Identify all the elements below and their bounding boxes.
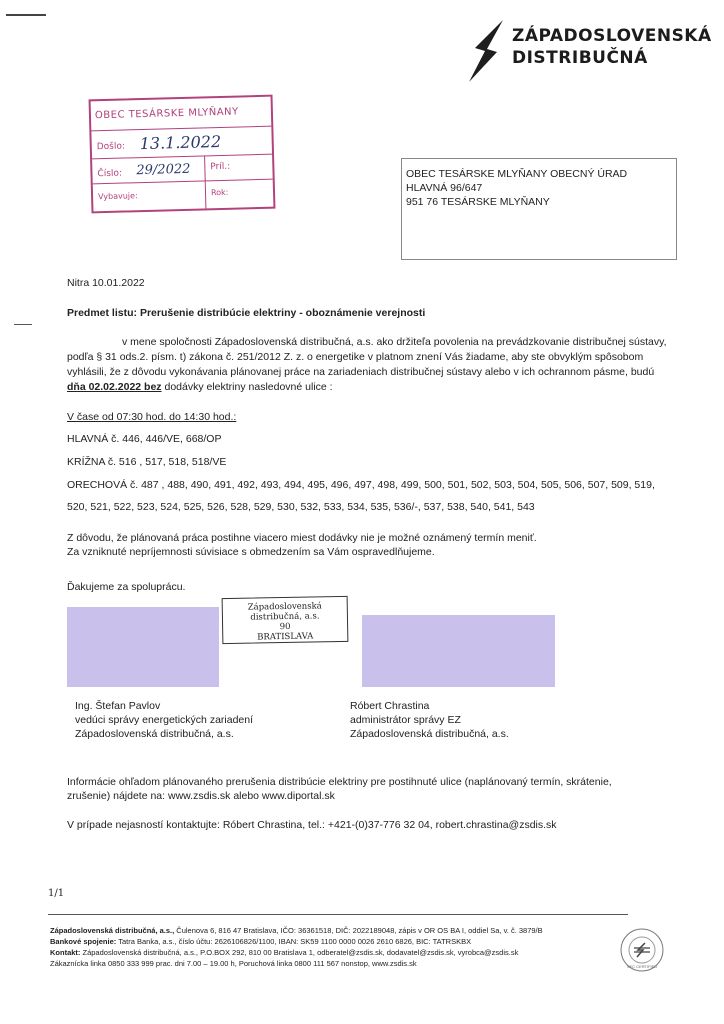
paragraph1-line3: vyhlásili, že z dôvodu vykonávania plánovanej práce na zariadeniach distribučnej sústavy alebo v ich ochrannom pásme, budú xyxy=(67,366,655,378)
subject xyxy=(67,306,425,320)
footer-line3 xyxy=(50,947,543,958)
stamp-title: OBEC TESÁRSKE MLYŇANY xyxy=(94,106,239,122)
paragraph1-line1: v mene spoločnosti Západoslovenská distribučná, a.s. ako držiteľa povolenia na prevádzkovanie distribučnej sústavy, xyxy=(122,336,667,348)
footer-bank-label: Bankové spojenie: xyxy=(50,937,117,946)
paragraph2-line1: Z dôvodu, že plánovaná práca postihne viacero miest dodávky nie je možné oznámený termín meniť. xyxy=(67,532,537,544)
signatory-company: Západoslovenská distribučná, a.s. xyxy=(350,728,509,740)
street-orechova-line1: ORECHOVÁ č. 487 , 488, 490, 491, 492, 493, 494, 495, 496, 497, 498, 499, 500, 501, 502, 503, 504, 505, 506, 507, 509, 519, xyxy=(67,479,655,491)
footer-line1 xyxy=(50,925,543,936)
street-orechova-line2: 520, 521, 522, 523, 524, 525, 526, 528, 529, 530, 532, 533, 534, 535, 536/-, 537, 538, 540, 541, 543 xyxy=(67,501,535,513)
footer xyxy=(50,925,543,969)
paragraph1-line4-rest: dodávky elektriny nasledovné ulice : xyxy=(161,381,333,393)
signatory-role: administrátor správy EZ xyxy=(350,714,461,726)
signature-block-right xyxy=(350,699,509,741)
footer-line1-rest: Čulenova 6, 816 47 Bratislava, IČO: 36361518, DIČ: 2022189048, zápis v OR OS BA I, oddiel Sa, v. č. 3879/B xyxy=(174,926,543,935)
stamp-dosla-label: Došlo: xyxy=(96,141,126,153)
stamp-cislo-label: Číslo: xyxy=(97,168,123,180)
signatory-name: Ing. Štefan Pavlov xyxy=(75,700,161,712)
stamp-rok-label: Rok: xyxy=(210,187,229,198)
certification-seal-icon xyxy=(618,926,666,974)
stamp-cislo-value: 29/2022 xyxy=(136,161,191,179)
company-stamp-line1: Západoslovenská distribučná, a.s. xyxy=(247,601,322,623)
signature-redacted-left xyxy=(67,607,219,687)
signature-block-left xyxy=(75,699,253,741)
address-box xyxy=(401,158,677,260)
stamp-dosla-value: 13.1.2022 xyxy=(139,131,222,154)
registry-stamp xyxy=(89,95,276,214)
logo-line2: DISTRIBUČNÁ xyxy=(512,48,648,68)
stamp-pril-label: Príl.: xyxy=(210,161,231,173)
address-line3: 951 76 TESÁRSKE MLYŇANY xyxy=(406,196,550,208)
footer-line4: Zákaznícka linka 0850 333 999 prac. dni 7.00 – 19.00 h, Poruchová linka 0800 111 567 nonstop, www.zsdis.sk xyxy=(50,959,417,968)
scan-mark-top xyxy=(6,14,46,16)
subject-label: Predmet listu: xyxy=(67,307,138,319)
address-line2: HLAVNÁ 96/647 xyxy=(406,182,483,194)
stamp-vybavuje-label: Vybavuje: xyxy=(97,191,138,202)
footer-contact-label: Kontakt: xyxy=(50,948,81,957)
company-stamp xyxy=(222,596,349,644)
footer-line2 xyxy=(50,936,543,947)
signatory-company: Západoslovenská distribučná, a.s. xyxy=(75,728,234,740)
outage-date: dňa 02.02.2022 bez xyxy=(67,381,162,393)
company-stamp-line2: 90 xyxy=(279,621,291,633)
outage-time: V čase od 07:30 hod. do 14:30 hod.: xyxy=(67,411,237,423)
street-hlavna: HLAVNÁ č. 446, 446/VE, 668/OP xyxy=(67,433,222,445)
certification-seal-label: SEC CERTIFIED xyxy=(626,964,658,969)
signatory-role: vedúci správy energetických zariadení xyxy=(75,714,254,726)
lightning-bolt-icon xyxy=(467,18,509,84)
scan-mark-left xyxy=(14,324,32,325)
info-line2: zrušenie) nájdete na: www.zsdis.sk alebo www.diportal.sk xyxy=(67,790,335,802)
footer-company: Západoslovenská distribučná, a.s., xyxy=(50,926,175,935)
footer-line3-rest: Západoslovenská distribučná, a.s., P.O.BOX 292, 810 00 Bratislava 1, odberatel@zsdis.sk, dodavatel@zsdis.sk, vyrobca@zsdis.sk xyxy=(80,948,519,957)
signature-redacted-right xyxy=(362,615,555,687)
thanks: Ďakujeme za spoluprácu. xyxy=(67,581,186,593)
footer-line2-rest: Tatra Banka, a.s., číslo účtu: 2626106826/1100, IBAN: SK59 1100 0000 0026 2610 6826, BIC: TATRSKBX xyxy=(116,937,472,946)
logo-line1: ZÁPADOSLOVENSKÁ xyxy=(512,26,712,46)
company-logo xyxy=(467,18,712,88)
page-number: 1/1 xyxy=(48,888,65,899)
signatory-name: Róbert Chrastina xyxy=(350,700,430,712)
subject-text: Prerušenie distribúcie elektriny - oboznámenie verejnosti xyxy=(139,307,426,319)
info-line1: Informácie ohľadom plánovaného prerušenia distribúcie elektriny pre postihnuté ulice (naplánovaný termín, skrátenie, xyxy=(67,776,612,788)
address-line1: OBEC TESÁRSKE MLYŇANY OBECNÝ ÚRAD xyxy=(406,168,628,180)
company-stamp-line3: BRATISLAVA xyxy=(257,631,314,643)
paragraph1-line2: podľa § 31 ods.2. písm. t) zákona č. 251/2012 Z. z. o energetike v platnom znení Vás žiadame, aby ste obvyklým spôsobom xyxy=(67,351,644,363)
paragraph1-line4 xyxy=(67,380,333,394)
footer-divider xyxy=(48,914,628,915)
street-krizna: KRÍŽNA č. 516 , 517, 518, 518/VE xyxy=(67,456,227,468)
contact-line: V prípade nejasností kontaktujte: Róbert Chrastina, tel.: +421-(0)37-776 32 04, robert.chrastina@zsdis.sk xyxy=(67,819,557,831)
letter-date: Nitra 10.01.2022 xyxy=(67,277,145,289)
paragraph2-line2: Za vzniknuté nepríjemnosti súvisiace s obmedzením sa Vám ospravedlňujeme. xyxy=(67,546,435,558)
